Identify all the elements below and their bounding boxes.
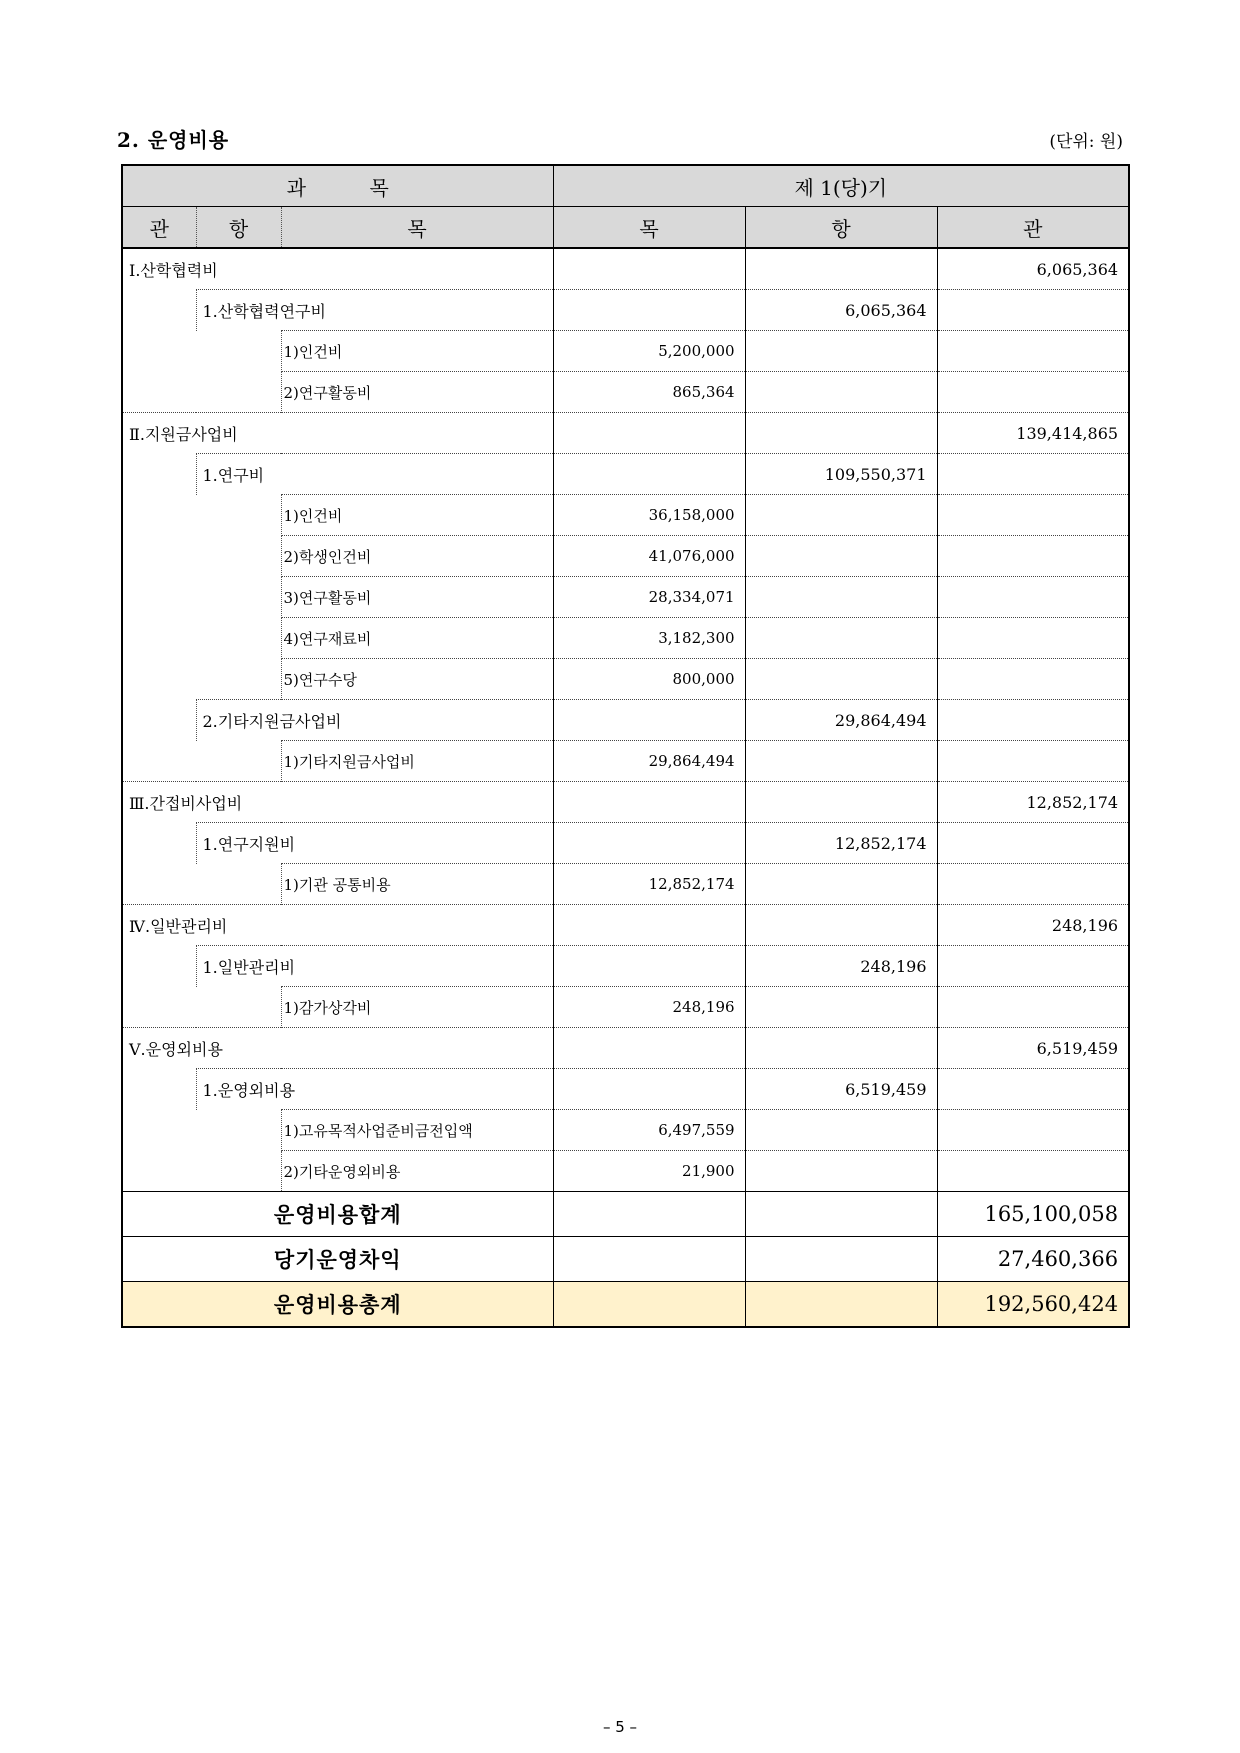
- indent-cell: [196, 741, 281, 782]
- mok-amount: 28,334,071: [553, 577, 745, 618]
- mok-amount: 29,864,494: [553, 741, 745, 782]
- hang-gwan-cell: [937, 823, 1129, 864]
- mok-hang-cell: [745, 987, 937, 1028]
- indent-cell: [122, 331, 196, 372]
- indent-cell: [196, 577, 281, 618]
- table-row-hang: [122, 823, 1129, 864]
- mok-hang-cell: [745, 1151, 937, 1192]
- table-row-mok: [122, 618, 1129, 659]
- table-row-mok: [122, 659, 1129, 700]
- hang-gwan-cell: [937, 946, 1129, 987]
- mok-gwan-cell: [937, 331, 1129, 372]
- table-row-total: [122, 1237, 1129, 1282]
- indent-cell: [196, 495, 281, 536]
- total-label: 운영비용총계: [122, 1282, 553, 1328]
- mok-hang-cell: [745, 372, 937, 413]
- total-mok-cell: [553, 1237, 745, 1282]
- mok-label: 1)기타지원금사업비: [281, 741, 553, 782]
- mok-label: 1)인건비: [281, 495, 553, 536]
- mok-amount: 865,364: [553, 372, 745, 413]
- hang-amount: 12,852,174: [745, 823, 937, 864]
- gwan-label: Ⅲ.간접비사업비: [122, 782, 553, 823]
- mok-amount: 21,900: [553, 1151, 745, 1192]
- indent-cell: [122, 618, 196, 659]
- table-row-hang: [122, 946, 1129, 987]
- mok-gwan-cell: [937, 987, 1129, 1028]
- table-row-gwan: [122, 905, 1129, 946]
- table-row-mok: [122, 987, 1129, 1028]
- indent-cell: [122, 577, 196, 618]
- indent-cell: [196, 864, 281, 905]
- total-hang-cell: [745, 1192, 937, 1237]
- table-row-gwan: [122, 248, 1129, 290]
- total-hang-cell: [745, 1282, 937, 1328]
- mok-amount: 800,000: [553, 659, 745, 700]
- hang-label: 2.기타지원금사업비: [196, 700, 553, 741]
- indent-cell: [122, 659, 196, 700]
- unit-label: (단위: 원): [1049, 132, 1123, 152]
- table-row-hang: [122, 454, 1129, 495]
- hang-gwan-cell: [937, 1069, 1129, 1110]
- mok-hang-cell: [745, 659, 937, 700]
- mok-label: 1)인건비: [281, 331, 553, 372]
- mok-amount: 36,158,000: [553, 495, 745, 536]
- hang-mok-cell: [553, 1069, 745, 1110]
- hang-mok-cell: [553, 823, 745, 864]
- total-amount: 192,560,424: [937, 1282, 1129, 1328]
- gwan-amount: 6,065,364: [937, 248, 1129, 290]
- total-mok-cell: [553, 1192, 745, 1237]
- mok-gwan-cell: [937, 577, 1129, 618]
- gwan-mok-cell: [553, 1028, 745, 1069]
- indent-cell: [122, 536, 196, 577]
- hang-gwan-cell: [937, 700, 1129, 741]
- mok-label: 5)연구수당: [281, 659, 553, 700]
- table-row-mok: [122, 1151, 1129, 1192]
- operating-expenses-table: [121, 164, 1130, 1328]
- table-body: [122, 248, 1129, 1192]
- header-hang: 항: [196, 207, 281, 249]
- header-period: 제 1(당)기: [553, 165, 1129, 207]
- hang-gwan-cell: [937, 290, 1129, 331]
- table-row-mok: [122, 741, 1129, 782]
- header-col-mok: 목: [553, 207, 745, 249]
- indent-cell: [196, 987, 281, 1028]
- mok-gwan-cell: [937, 495, 1129, 536]
- gwan-mok-cell: [553, 413, 745, 454]
- indent-cell: [196, 1151, 281, 1192]
- mok-gwan-cell: [937, 741, 1129, 782]
- table-row-mok: [122, 864, 1129, 905]
- table-row-gwan: [122, 782, 1129, 823]
- table-row-gwan: [122, 1028, 1129, 1069]
- table-row-hang: [122, 290, 1129, 331]
- hang-amount: 109,550,371: [745, 454, 937, 495]
- header-subject: 과 목: [122, 165, 553, 207]
- table-row-hang: [122, 1069, 1129, 1110]
- mok-label: 1)기관 공통비용: [281, 864, 553, 905]
- mok-hang-cell: [745, 495, 937, 536]
- hang-gwan-cell: [937, 454, 1129, 495]
- gwan-label: Ⅴ.운영외비용: [122, 1028, 553, 1069]
- mok-hang-cell: [745, 331, 937, 372]
- mok-gwan-cell: [937, 536, 1129, 577]
- table-row-mok: [122, 536, 1129, 577]
- hang-label: 1.산학협력연구비: [196, 290, 553, 331]
- indent-cell: [122, 454, 196, 495]
- gwan-amount: 248,196: [937, 905, 1129, 946]
- mok-label: 2)기타운영외비용: [281, 1151, 553, 1192]
- indent-cell: [122, 1151, 196, 1192]
- section-heading: 2. 운영비용: [117, 128, 230, 152]
- hang-amount: 29,864,494: [745, 700, 937, 741]
- mok-hang-cell: [745, 864, 937, 905]
- header-col-hang: 항: [745, 207, 937, 249]
- gwan-mok-cell: [553, 248, 745, 290]
- gwan-hang-cell: [745, 413, 937, 454]
- indent-cell: [122, 987, 196, 1028]
- indent-cell: [122, 864, 196, 905]
- gwan-mok-cell: [553, 782, 745, 823]
- page-number: – 5 –: [602, 1718, 638, 1736]
- hang-amount: 6,065,364: [745, 290, 937, 331]
- mok-hang-cell: [745, 577, 937, 618]
- mok-gwan-cell: [937, 1110, 1129, 1151]
- mok-amount: 41,076,000: [553, 536, 745, 577]
- gwan-amount: 12,852,174: [937, 782, 1129, 823]
- mok-gwan-cell: [937, 659, 1129, 700]
- table-row-mok: [122, 331, 1129, 372]
- mok-gwan-cell: [937, 618, 1129, 659]
- gwan-hang-cell: [745, 905, 937, 946]
- gwan-label: Ⅳ.일반관리비: [122, 905, 553, 946]
- mok-amount: 5,200,000: [553, 331, 745, 372]
- total-amount: 27,460,366: [937, 1237, 1129, 1282]
- mok-gwan-cell: [937, 1151, 1129, 1192]
- table-row-total: [122, 1282, 1129, 1328]
- mok-label: 2)학생인건비: [281, 536, 553, 577]
- indent-cell: [196, 659, 281, 700]
- hang-label: 1.연구비: [196, 454, 553, 495]
- header-col-gwan: 관: [937, 207, 1129, 249]
- table-row-total: [122, 1192, 1129, 1237]
- mok-label: 4)연구재료비: [281, 618, 553, 659]
- mok-label: 1)감가상각비: [281, 987, 553, 1028]
- mok-gwan-cell: [937, 372, 1129, 413]
- mok-hang-cell: [745, 536, 937, 577]
- gwan-amount: 139,414,865: [937, 413, 1129, 454]
- indent-cell: [122, 823, 196, 864]
- mok-label: 1)고유목적사업준비금전입액: [281, 1110, 553, 1151]
- header-gwan: 관: [122, 207, 196, 249]
- hang-label: 1.운영외비용: [196, 1069, 553, 1110]
- totals-body: [122, 1192, 1129, 1328]
- indent-cell: [122, 700, 196, 741]
- indent-cell: [122, 1110, 196, 1151]
- mok-amount: 6,497,559: [553, 1110, 745, 1151]
- table-row-mok: [122, 577, 1129, 618]
- indent-cell: [122, 946, 196, 987]
- mok-amount: 12,852,174: [553, 864, 745, 905]
- total-hang-cell: [745, 1237, 937, 1282]
- indent-cell: [196, 618, 281, 659]
- mok-amount: 248,196: [553, 987, 745, 1028]
- hang-mok-cell: [553, 946, 745, 987]
- table-row-mok: [122, 1110, 1129, 1151]
- indent-cell: [122, 290, 196, 331]
- header-row-2: [122, 207, 1129, 249]
- mok-amount: 3,182,300: [553, 618, 745, 659]
- hang-mok-cell: [553, 454, 745, 495]
- gwan-mok-cell: [553, 905, 745, 946]
- hang-mok-cell: [553, 700, 745, 741]
- header-mok: 목: [281, 207, 553, 249]
- hang-label: 1.연구지원비: [196, 823, 553, 864]
- indent-cell: [122, 1069, 196, 1110]
- mok-label: 2)연구활동비: [281, 372, 553, 413]
- total-amount: 165,100,058: [937, 1192, 1129, 1237]
- header-row-1: [122, 165, 1129, 207]
- indent-cell: [122, 741, 196, 782]
- indent-cell: [196, 372, 281, 413]
- indent-cell: [196, 1110, 281, 1151]
- mok-label: 3)연구활동비: [281, 577, 553, 618]
- gwan-label: Ⅰ.산학협력비: [129, 260, 218, 280]
- mok-hang-cell: [745, 741, 937, 782]
- gwan-amount: 6,519,459: [937, 1028, 1129, 1069]
- mok-gwan-cell: [937, 864, 1129, 905]
- mok-hang-cell: [745, 1110, 937, 1151]
- gwan-hang-cell: [745, 1028, 937, 1069]
- table-row-mok: [122, 372, 1129, 413]
- indent-cell: [196, 536, 281, 577]
- table-row-mok: [122, 495, 1129, 536]
- indent-cell: [122, 372, 196, 413]
- hang-mok-cell: [553, 290, 745, 331]
- total-label: 당기운영차익: [122, 1237, 553, 1282]
- hang-label: 1.일반관리비: [196, 946, 553, 987]
- indent-cell: [122, 495, 196, 536]
- gwan-hang-cell: [745, 248, 937, 290]
- hang-amount: 248,196: [745, 946, 937, 987]
- gwan-hang-cell: [745, 782, 937, 823]
- total-label: 운영비용합계: [122, 1192, 553, 1237]
- table-row-hang: [122, 700, 1129, 741]
- table-row-gwan: [122, 413, 1129, 454]
- hang-amount: 6,519,459: [745, 1069, 937, 1110]
- gwan-label: Ⅱ.지원금사업비: [122, 413, 553, 454]
- mok-hang-cell: [745, 618, 937, 659]
- total-mok-cell: [553, 1282, 745, 1328]
- indent-cell: [196, 331, 281, 372]
